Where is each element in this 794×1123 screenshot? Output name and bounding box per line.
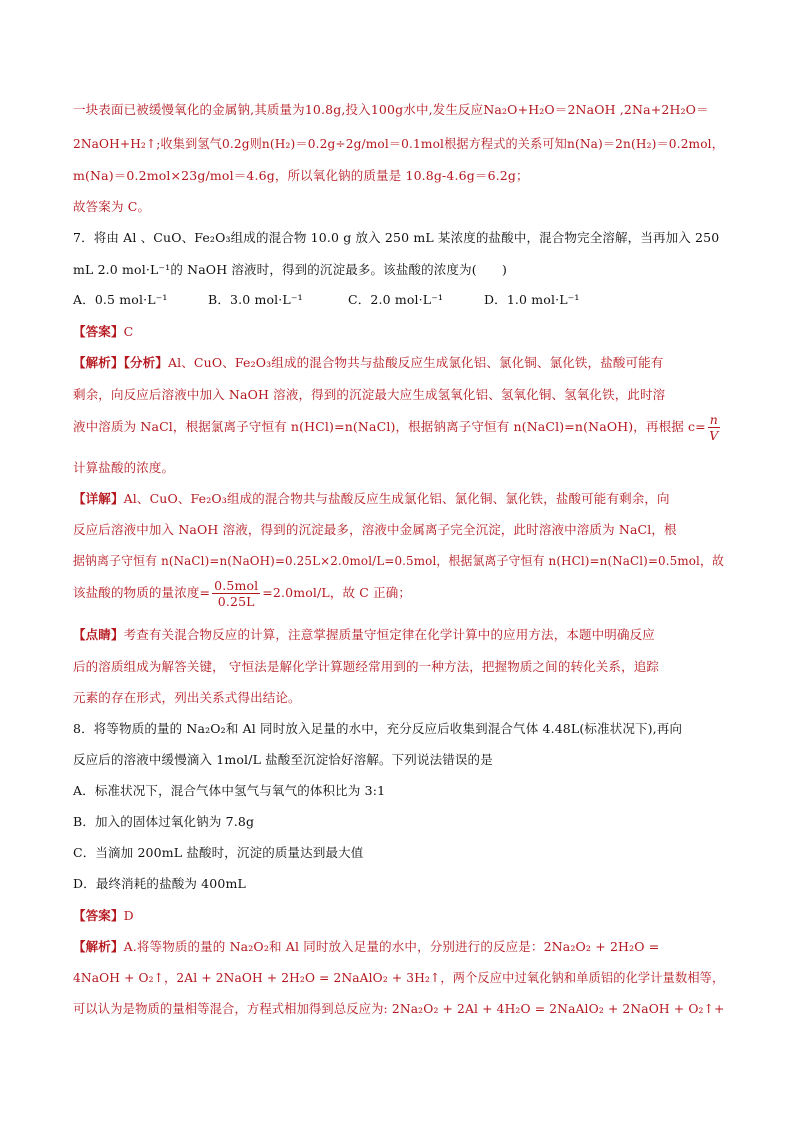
q7-analysis-line-4: 计算盐酸的浓度。 — [73, 460, 175, 475]
q7-detail-text-1: Al、CuO、Fe₂O₃组成的混合物共与盐酸反应生成氯化铝、氯化铜、氯化铁，盐酸可能有剩余，向 — [123, 491, 670, 506]
q8-option-c: C．当滴加 200mL 盐酸时，沉淀的质量达到最大值 — [73, 845, 364, 860]
q7-tip-label: 【点睛】 — [73, 627, 124, 642]
q7-answer-label: 【答案】 — [73, 324, 124, 339]
prev-solution-line-1: 一块表面已被缓慢氧化的金属钠,其质量为10.8g,投入100g水中,发生反应Na₂O+H₂O＝2NaOH ,2Na+2H₂O＝ — [73, 102, 709, 117]
q8-analysis-line-1 — [73, 937, 659, 955]
q7-tip-text-1: 考查有关混合物反应的计算，注意掌握质量守恒定律在化学计算中的应用方法，本题中明确反应 — [123, 627, 655, 642]
q7-detail-text-4a: 该盐酸的物质的量浓度= — [73, 585, 211, 600]
q8-analysis-label: 【解析】 — [73, 939, 124, 954]
q7-answer-value: C — [123, 324, 134, 339]
q8-analysis-line-3: 可以认为是物质的量相等混合，方程式相加得到总反应为: 2Na₂O₂ + 2Al + 4H₂O = 2NaAlO₂ + 2NaOH + O₂↑+ — [73, 1001, 725, 1016]
q7-formula-fraction — [708, 412, 720, 443]
q7-option-a: A．0.5 mol·L⁻¹ — [73, 292, 168, 307]
q8-analysis-line-2: 4NaOH + O₂↑，2Al + 2NaOH + 2H₂O = 2NaAlO₂ + 3H₂↑，两个反应中过氧化钠和单质铝的化学计量数相等， — [73, 970, 725, 985]
q7-analysis-text-1: Al、CuO、Fe₂O₃组成的混合物共与盐酸反应生成氯化铝、氯化铜、氯化铁，盐酸可能有 — [167, 355, 664, 370]
q7-detail-line-2: 反应后溶液中加入 NaOH 溶液，得到的沉淀最多，溶液中金属离子完全沉淀，此时溶液中溶质为 NaCl，根 — [73, 522, 677, 537]
q8-option-a: A．标准状况下，混合气体中氢气与氧气的体积比为 3:1 — [73, 783, 386, 798]
prev-solution-line-4: 故答案为 C。 — [73, 199, 151, 214]
fraction-numerator: n — [709, 412, 718, 427]
q7-analysis-line-2: 剩余，向反应后溶液中加入 NaOH 溶液，得到的沉淀最大应生成氢氧化铝、氢氧化铜、氢氧化铁，此时溶 — [73, 387, 666, 402]
q7-detail-fraction — [212, 578, 260, 609]
q8-analysis-text-1: A.将等物质的量的 Na₂O₂和 Al 同时放入足量的水中，分别进行的反应是：2Na₂O₂ + 2H₂O = — [123, 939, 660, 954]
q7-option-c: C．2.0 mol·L⁻¹ — [348, 292, 444, 307]
q7-detail-line-3: 据钠离子守恒有 n(NaCl)=n(NaOH)=0.25L×2.0mol/L=0.5mol，根据氯离子守恒有 n(HCl)=n(NaCl)=0.5mol，故 — [73, 553, 725, 568]
q7-analysis-line-3 — [73, 412, 722, 443]
q7-stem-line-1: 7．将由 Al 、CuO、Fe₂O₃组成的混合物 10.0 g 放入 250 mL 某浓度的盐酸中，混合物完全溶解，当再加入 250 — [73, 230, 720, 245]
q7-tip-line-3: 元素的存在形式，列出关系式得出结论。 — [73, 690, 301, 705]
q7-detail-label: 【详解】 — [73, 491, 124, 506]
q7-analysis-line-1 — [73, 353, 663, 371]
prev-solution-line-3: m(Na)＝0.2mol×23g/mol＝4.6g，所以氧化钠的质量是 10.8g-4.6g＝6.2g； — [73, 168, 529, 183]
fraction-denominator: V — [709, 428, 719, 443]
q7-answer — [73, 322, 133, 340]
q8-stem-line-1: 8．将等物质的量的 Na₂O₂和 Al 同时放入足量的水中，充分反应后收集到混合气体 4.48L(标准状况下),再向 — [73, 721, 683, 736]
detail-fraction-numerator: 0.5mol — [214, 578, 259, 593]
q8-option-d: D．最终消耗的盐酸为 400mL — [73, 876, 246, 891]
q7-detail-text-4b: =2.0mol/L，故 C 正确； — [262, 585, 412, 600]
q8-answer-label: 【答案】 — [73, 908, 124, 923]
q7-option-b: B．3.0 mol·L⁻¹ — [208, 292, 303, 307]
q8-answer — [73, 906, 134, 924]
q8-option-b: B．加入的固体过氧化钠为 7.8g — [73, 814, 255, 829]
prev-solution-line-2: 2NaOH+H₂↑;收集到氢气0.2g则n(H₂)＝0.2g÷2g/mol＝0.1mol根据方程式的关系可知n(Na)＝2n(H₂)＝0.2mol， — [73, 136, 725, 151]
q7-detail-line-4 — [73, 578, 411, 609]
q7-option-d: D．1.0 mol·L⁻¹ — [484, 292, 580, 307]
q7-tip-line-2: 后的溶质组成为解答关键， 守恒法是解化学计算题经常用到的一种方法，把握物质之间的转化关系，追踪 — [73, 659, 660, 674]
q7-detail-line-1 — [73, 489, 670, 507]
q8-stem-line-2: 反应后的溶液中缓慢滴入 1mol/L 盐酸至沉淀恰好溶解。下列说法错误的是 — [73, 752, 493, 767]
detail-fraction-denominator: 0.25L — [217, 594, 255, 609]
q7-stem-line-2: mL 2.0 mol·L⁻¹的 NaOH 溶液时，得到的沉淀最多。该盐酸的浓度为( ) — [73, 262, 508, 277]
q7-options — [73, 290, 580, 308]
q7-analysis-text-3: 液中溶质为 NaCl，根据氯离子守恒有 n(HCl)=n(NaCl)，根据钠离子守恒有 n(NaCl)=n(NaOH)，再根据 c= — [73, 419, 706, 434]
q7-analysis-label: 【解析】【分析】 — [73, 355, 168, 370]
q8-answer-value: D — [123, 908, 134, 923]
q7-tip-line-1 — [73, 625, 655, 643]
